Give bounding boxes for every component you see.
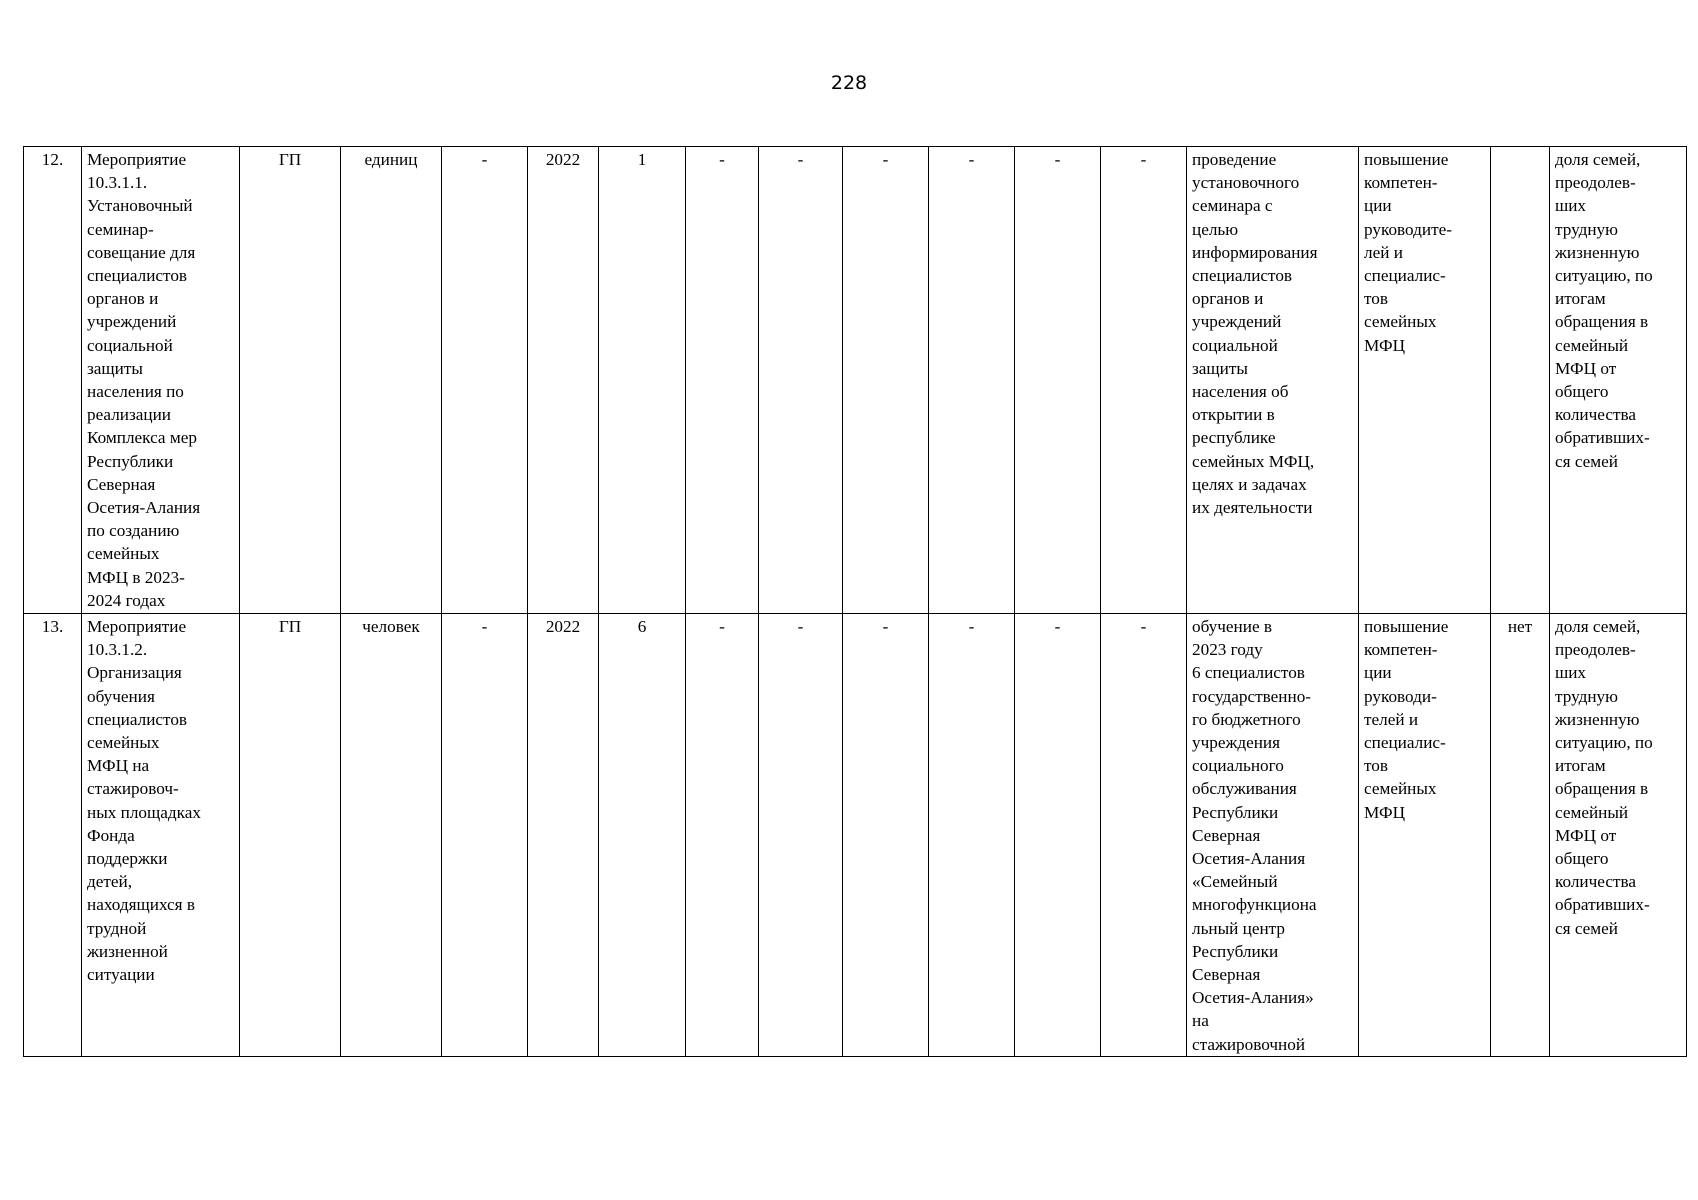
page-number: 228 — [830, 72, 868, 94]
responsible-cell: ГП — [240, 614, 341, 1057]
row-number-cell: 12. — [24, 147, 82, 614]
value-cell: - — [1101, 614, 1187, 1057]
value-cell: - — [442, 147, 528, 614]
description-cell: обучение в 2023 году 6 специалистов государственно- го бюджетного учреждения социального обслуживания Республики Северная Осетия-Алания «Семейный многофункциона льный центр Республики Северная Осетия-Алания» на стажировочной — [1187, 614, 1359, 1057]
activities-table — [23, 146, 1687, 1057]
flag-cell: нет — [1491, 614, 1550, 1057]
value-cell: - — [929, 147, 1015, 614]
value-cell: - — [759, 614, 843, 1057]
value-cell: - — [1101, 147, 1187, 614]
base-year-cell: 2022 — [528, 147, 599, 614]
result-cell: повышение компетен- ции руководи- телей и специалис- тов семейных МФЦ — [1359, 614, 1491, 1057]
unit-cell: человек — [341, 614, 442, 1057]
value-cell: - — [442, 614, 528, 1057]
table-row — [24, 614, 1687, 1057]
value-cell: - — [686, 147, 759, 614]
result-cell: повышение компетен- ции руководите- лей и специалис- тов семейных МФЦ — [1359, 147, 1491, 614]
unit-cell: единиц — [341, 147, 442, 614]
activity-name-cell: Мероприятие 10.3.1.2. Организация обучения специалистов семейных МФЦ на стажировоч- ных площадках Фонда поддержки детей, находящихся в трудной жизненной ситуации — [82, 614, 240, 1057]
value-cell: - — [929, 614, 1015, 1057]
value-cell: - — [843, 614, 929, 1057]
value-cell: - — [759, 147, 843, 614]
value-cell: - — [843, 147, 929, 614]
value-cell: 6 — [599, 614, 686, 1057]
indicator-cell: доля семей, преодолев- ших трудную жизненную ситуацию, по итогам обращения в семейный МФЦ от общего количества обративших- ся семей — [1550, 147, 1687, 614]
indicator-cell: доля семей, преодолев- ших трудную жизненную ситуацию, по итогам обращения в семейный МФЦ от общего количества обративших- ся семей — [1550, 614, 1687, 1057]
activity-name-cell: Мероприятие 10.3.1.1. Установочный семинар- совещание для специалистов органов и учреждений социальной защиты населения по реализации Комплекса мер Республики Северная Осетия-Алания по созданию семейных МФЦ в 2023- 2024 годах — [82, 147, 240, 614]
value-cell: - — [1015, 614, 1101, 1057]
responsible-cell: ГП — [240, 147, 341, 614]
value-cell: - — [686, 614, 759, 1057]
flag-cell — [1491, 147, 1550, 614]
value-cell: - — [1015, 147, 1101, 614]
row-number-cell: 13. — [24, 614, 82, 1057]
table-row — [24, 147, 1687, 614]
value-cell: 1 — [599, 147, 686, 614]
description-cell: проведение установочного семинара с целью информирования специалистов органов и учреждений социальной защиты населения об открытии в республике семейных МФЦ, целях и задачах их деятельности — [1187, 147, 1359, 614]
base-year-cell: 2022 — [528, 614, 599, 1057]
